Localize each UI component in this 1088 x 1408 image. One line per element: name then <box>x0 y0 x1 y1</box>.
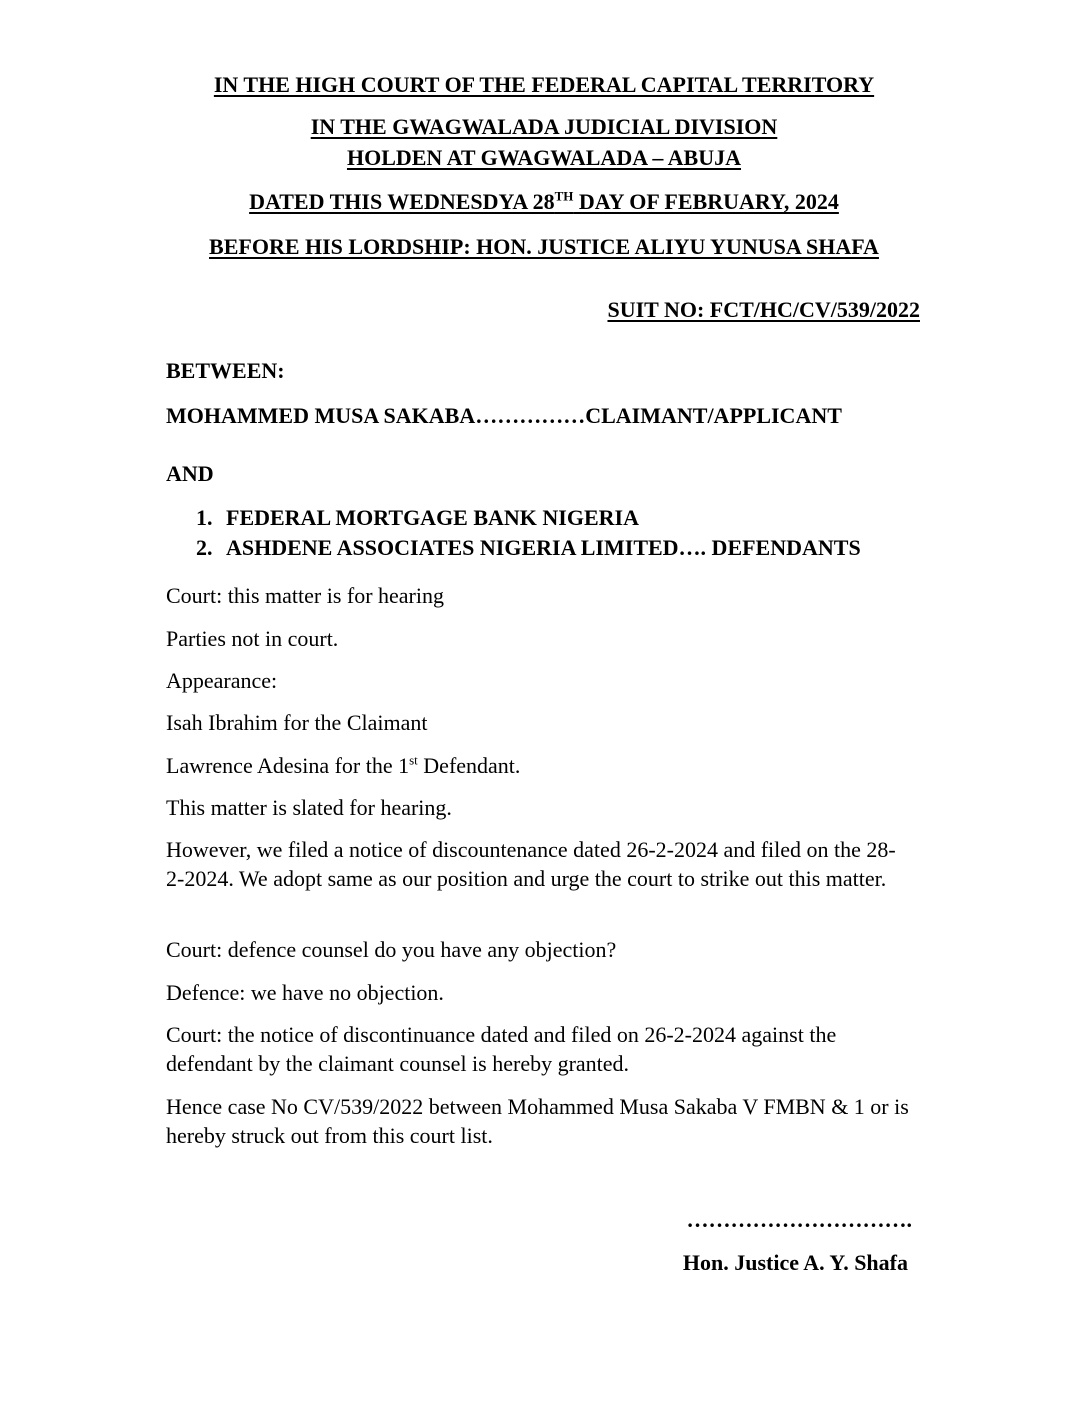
defendant-name: FEDERAL MORTGAGE BANK NIGERIA <box>226 505 639 530</box>
proceeding-line: Isah Ibrahim for the Claimant <box>166 710 428 735</box>
proceeding-line: Appearance: <box>166 668 278 693</box>
appearance-suffix: Defendant. <box>417 753 521 778</box>
suit-number: SUIT NO: FCT/HC/CV/539/2022 <box>607 297 920 322</box>
proceeding-line: Defence: we have no objection. <box>166 980 444 1005</box>
proceeding-paragraph: Court: the notice of discontinuance dated and filed on 26-2-2024 against the defendant by the claimant counsel is hereby granted. <box>166 1022 837 1076</box>
holden-title: HOLDEN AT GWAGWALADA – ABUJA <box>346 145 742 170</box>
and-label: AND <box>166 461 214 486</box>
proceeding-line: This matter is slated for hearing. <box>166 795 452 820</box>
between-label: BETWEEN: <box>166 358 285 383</box>
proceeding-paragraph: Hence case No CV/539/2022 between Mohammed Musa Sakaba V FMBN & 1 or is hereby struck out from this court list. <box>166 1094 909 1148</box>
claimant-line: MOHAMMED MUSA SAKABA……………CLAIMANT/APPLICANT <box>166 403 842 428</box>
court-title: IN THE HIGH COURT OF THE FEDERAL CAPITAL TERRITORY <box>213 72 875 97</box>
proceeding-line: Court: defence counsel do you have any objection? <box>166 937 617 962</box>
proceeding-line: Parties not in court. <box>166 626 339 651</box>
proceeding-paragraph: However, we filed a notice of discountenance dated 26-2-2024 and filed on the 28-2-2024. We adopt same as our position and urge the court to strike out this matter. <box>166 837 896 891</box>
signature-line: …………………………. <box>686 1207 912 1232</box>
defendant-item <box>196 535 861 561</box>
date-suffix: DAY OF FEBRUARY, 2024 <box>573 189 839 214</box>
proceeding-line: Court: this matter is for hearing <box>166 583 444 608</box>
defendant-number: 1. <box>196 505 213 530</box>
defendant-item <box>196 505 639 531</box>
defendant-number: 2. <box>196 535 213 560</box>
appearance-prefix: Lawrence Adesina for the 1 <box>166 753 410 778</box>
defendant-name: ASHDENE ASSOCIATES NIGERIA LIMITED…. DEFENDANTS <box>226 535 861 560</box>
date-prefix: DATED THIS WEDNESDYA 28 <box>249 189 555 214</box>
proceeding-line <box>166 751 926 780</box>
date-superscript: TH <box>554 188 574 204</box>
date-title <box>0 189 1088 215</box>
appearance-superscript: st <box>409 752 418 768</box>
division-title: IN THE GWAGWALADA JUDICIAL DIVISION <box>310 114 778 139</box>
judge-signature-name: Hon. Justice A. Y. Shafa <box>682 1250 908 1275</box>
before-title: BEFORE HIS LORDSHIP: HON. JUSTICE ALIYU YUNUSA SHAFA <box>209 234 879 259</box>
